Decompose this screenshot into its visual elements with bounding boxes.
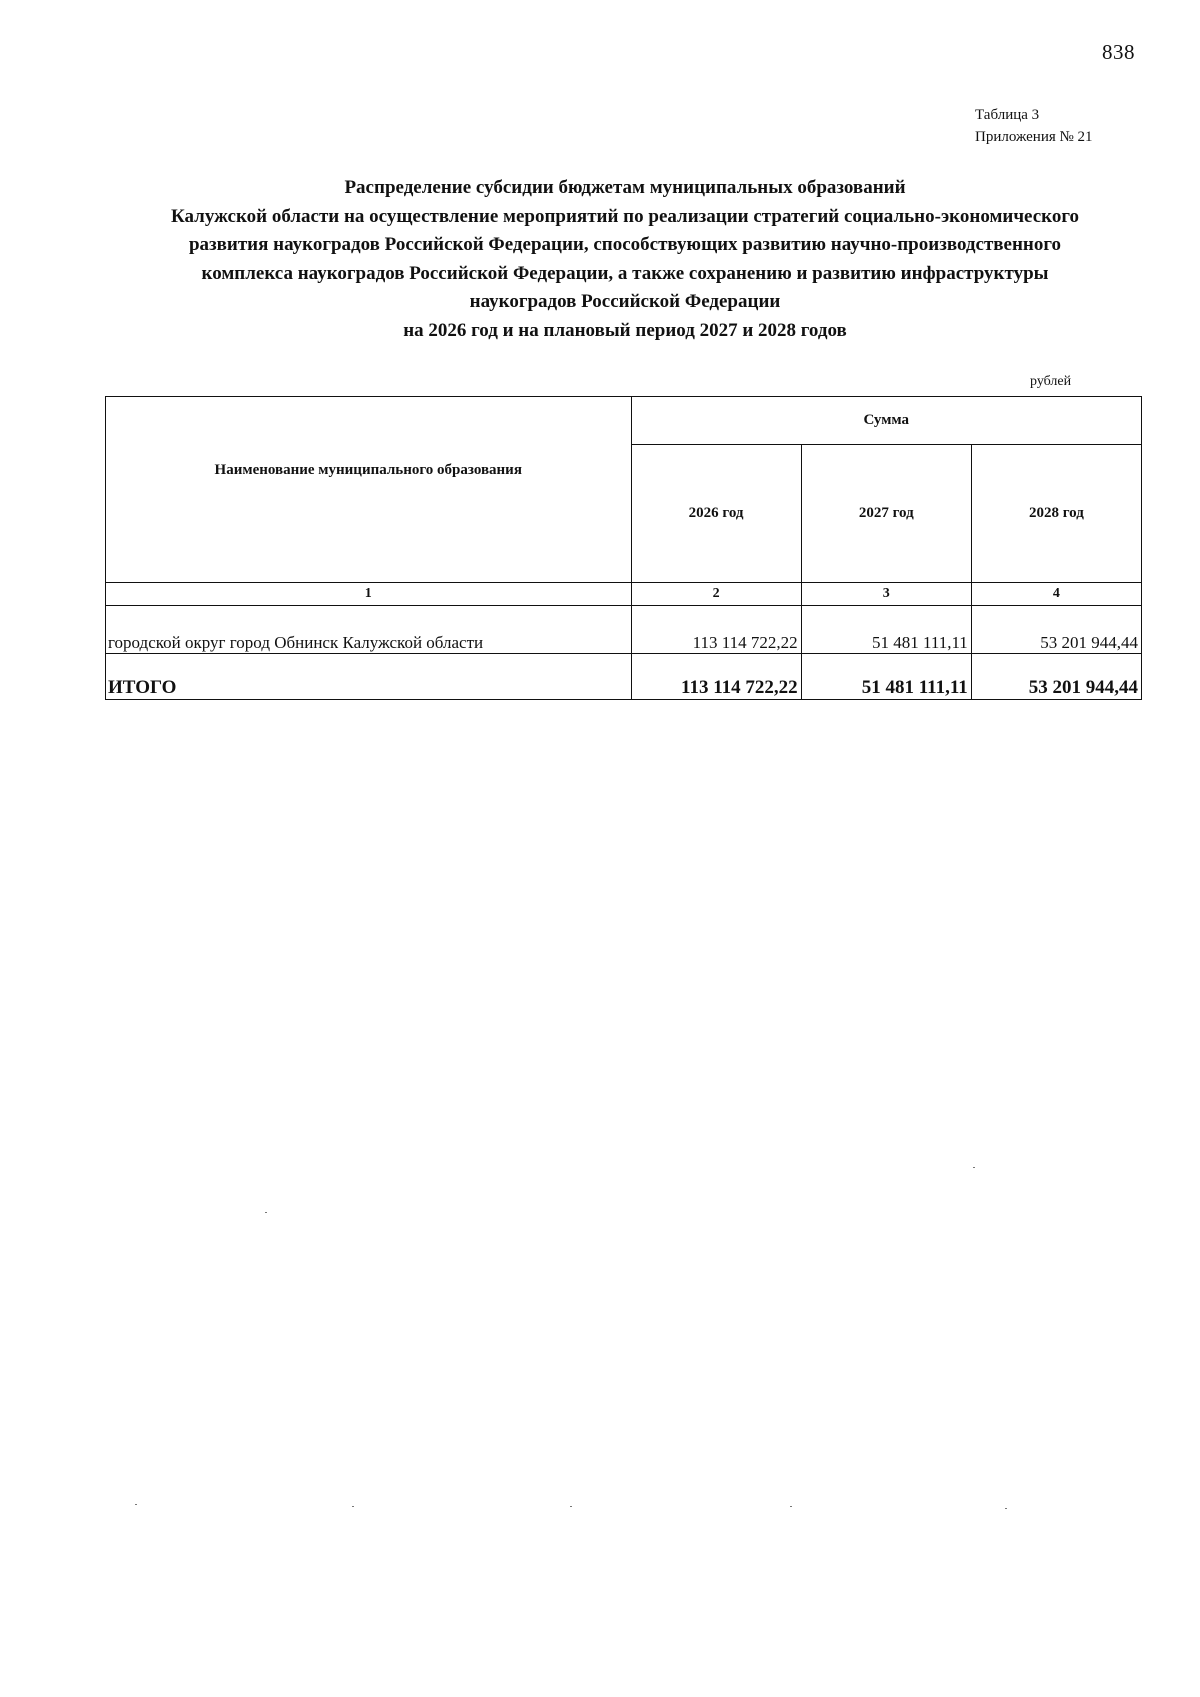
header-municipality-name: Наименование муниципального образования [106, 397, 632, 583]
scan-speck [265, 1212, 267, 1213]
header-year-2026: 2026 год [631, 445, 801, 583]
column-number: 1 [106, 583, 632, 606]
scan-speck [135, 1504, 137, 1505]
column-number: 3 [801, 583, 971, 606]
total-2026: 113 114 722,22 [631, 654, 801, 700]
total-row [106, 654, 1142, 700]
title-line: Распределение субсидии бюджетам муниципальных образований [344, 177, 906, 198]
amount-2027: 51 481 111,11 [801, 606, 971, 654]
document-title [100, 174, 1150, 345]
scan-speck [973, 1167, 975, 1168]
table-row [106, 606, 1142, 654]
scan-speck [570, 1506, 572, 1507]
title-line: наукоградов Российской Федерации [469, 291, 781, 312]
title-line: развития наукоградов Российской Федерации, способствующих развитию научно-производственного [188, 234, 1062, 255]
amount-2028: 53 201 944,44 [971, 606, 1141, 654]
total-label: ИТОГО [106, 654, 632, 700]
header-sum: Сумма [631, 397, 1142, 445]
scan-speck [790, 1506, 792, 1507]
title-line: комплекса наукоградов Российской Федерации, а также сохранению и развитию инфраструктуры [201, 262, 1049, 284]
table-reference-line: Таблица 3 [975, 107, 1040, 123]
subsidy-distribution-table [105, 396, 1142, 700]
scan-speck [352, 1506, 354, 1507]
amount-2026: 113 114 722,22 [631, 606, 801, 654]
title-line: Калужской области на осуществление мероприятий по реализации стратегий социально-экономического [170, 205, 1080, 227]
header-row [106, 397, 1142, 445]
total-2028: 53 201 944,44 [971, 654, 1141, 700]
scan-speck [1005, 1508, 1007, 1509]
appendix-reference-line: Приложения № 21 [975, 129, 1093, 145]
page-number: 838 [1102, 40, 1135, 64]
column-number: 2 [631, 583, 801, 606]
total-2027: 51 481 111,11 [801, 654, 971, 700]
municipality-name: городской округ город Обнинск Калужской области [106, 606, 632, 654]
title-line: на 2026 год и на плановый период 2027 и 2028 годов [403, 319, 847, 341]
header-year-2027: 2027 год [801, 445, 971, 583]
column-numbers-row [106, 583, 1142, 606]
table-reference [975, 104, 1093, 148]
units-label: рублей [1030, 374, 1072, 389]
header-year-2028: 2028 год [971, 445, 1141, 583]
column-number: 4 [971, 583, 1141, 606]
